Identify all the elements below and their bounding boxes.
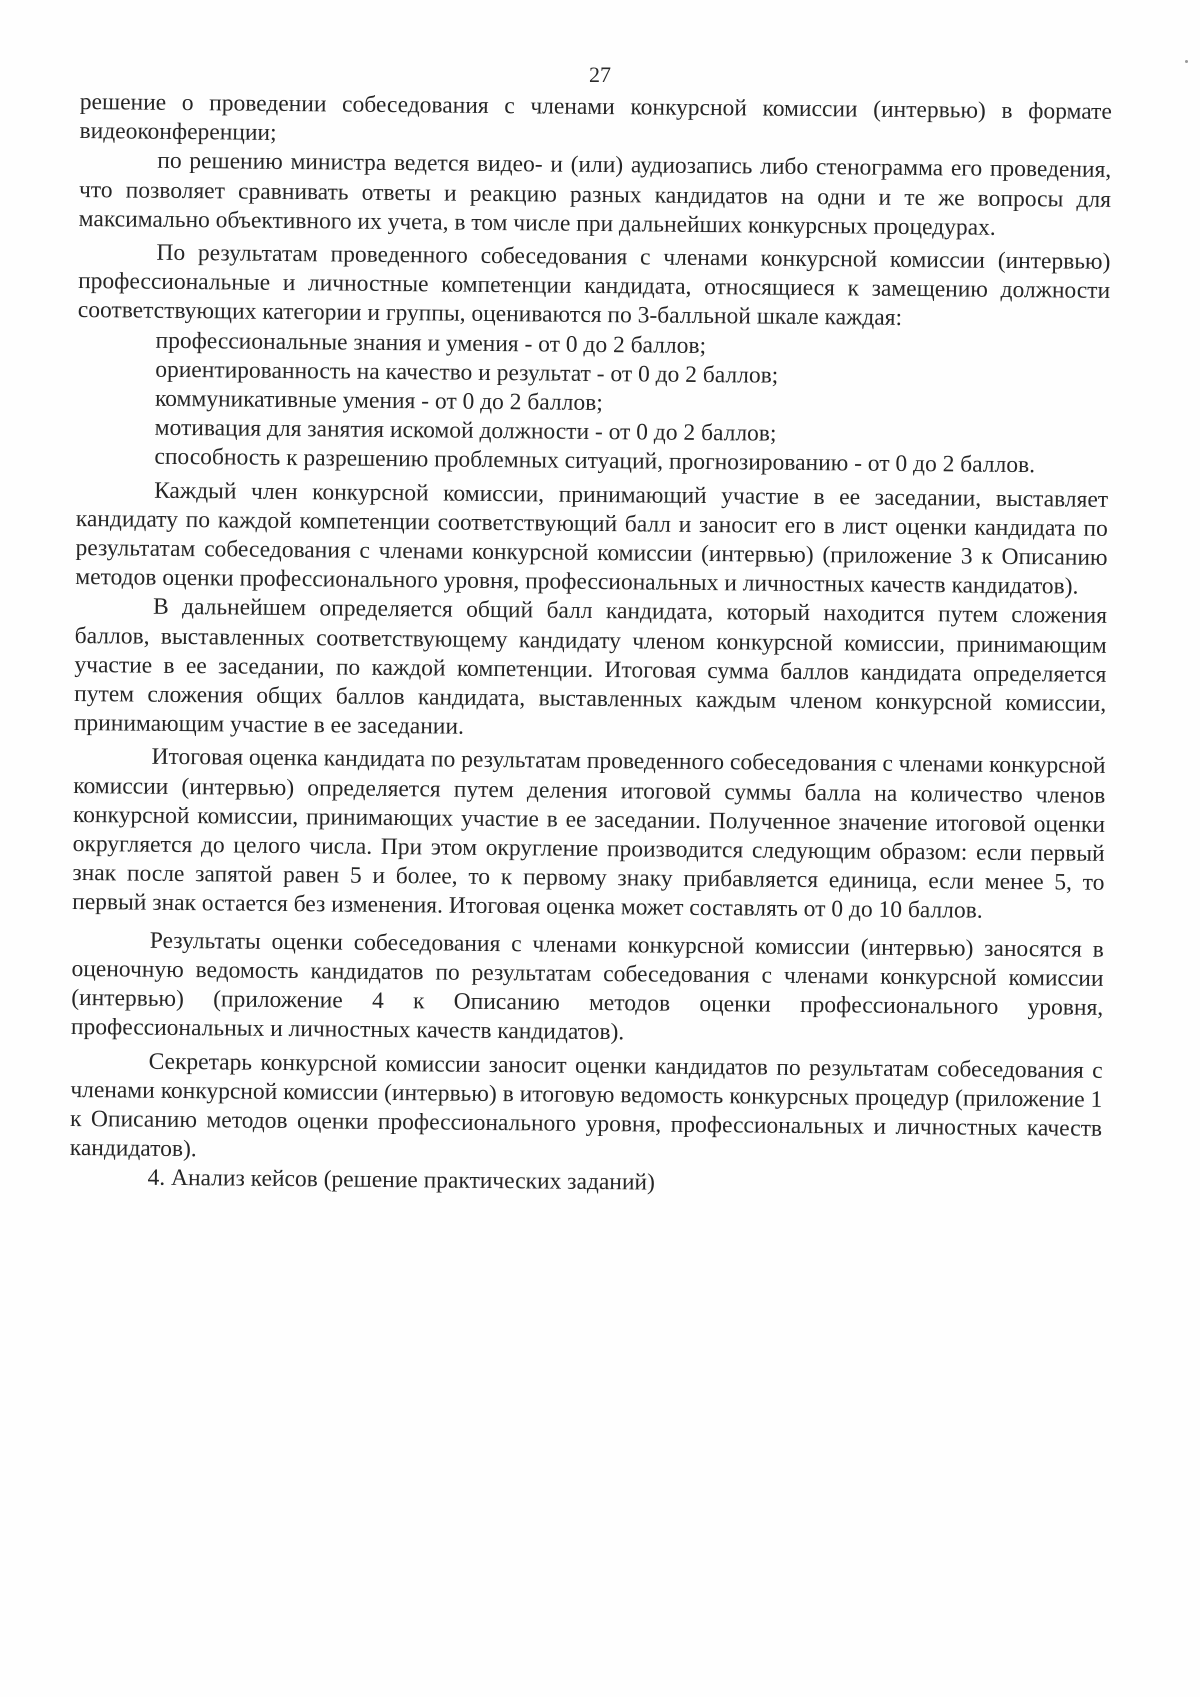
list-item-professional-knowledge: профессиональные знания и умения - от 0 до 2 баллов; <box>155 327 707 359</box>
page-number: 27 <box>589 62 611 87</box>
list-item-communication-skills: коммуникативные умения - от 0 до 2 баллов; <box>154 385 603 417</box>
paragraph-secretary: Секретарь конкурсной комиссии заносит оценки кандидатов по результатам собеседования с членами конкурсной комиссии (интервью) в итоговую ведомость конкурсных процедур (приложение 1 к Описанию методов оценки профессионального уровня, профессиональных и личностных качеств кандидатов). <box>69 1048 1103 1163</box>
document-body <box>69 88 1112 1202</box>
section-heading-case-analysis: 4. Анализ кейсов (решение практических заданий) <box>147 1165 656 1196</box>
paragraph-competencies-intro: По результатам проведенного собеседования с членами конкурсной комиссии (интервью) профессиональные и личностные компетенции кандидата, относящиеся к замещению должности соответствующих категории и группы, оцениваются по 3-балльной шкале каждая: <box>77 239 1111 332</box>
paragraph-member-scoring: Каждый член конкурсной комиссии, принимающий участие в ее заседании, выставляет кандидату по каждой компетенции соответствующий балл и заносит его в лист оценки кандидата по результатам собеседования с членами конкурсной комиссии (интервью) (приложение 3 к Описанию методов оценки профессионального уровня, профессиональных и личностных качеств кандидатов). <box>75 477 1109 600</box>
list-item-motivation: мотивация для занятия искомой должности - от 0 до 2 баллов; <box>154 414 777 447</box>
list-item-quality-orientation: ориентированность на качество и результат - от 0 до 2 баллов; <box>155 356 779 389</box>
paragraph-final-grade: Итоговая оценка кандидата по результатам проведенного собеседования с членами конкурсной комиссии (интервью) определяется путем деления итоговой суммы балла на количество членов конкурсной комиссии, принимающих участие в ее заседании. Полученное значение итоговой оценки округляется до целого числа. При этом округление производится следующим образом: если первый знак после запятой равен 5 и более, то к первому знаку прибавляется единица, если менее 5, то первый знак остается без изменения. Итоговая оценка может составлять от 0 до 10 баллов. <box>72 744 1106 925</box>
paragraph-total-score: В дальнейшем определяется общий балл кандидата, который находится путем сложения баллов, выставленных соответствующему кандидату членом конкурсной комиссии, принимающим участие в ее заседании, по каждой компетенции. Итоговая сумма баллов кандидата определяется путем сложения общих баллов кандидата, выставленных каждым членом конкурсной комиссии, принимающим участие в ее заседании. <box>73 594 1108 740</box>
paragraph-recording: по решению министра ведется видео- и (или) аудиозапись либо стенограмма его проведения, что позволяет сравнивать ответы и реакцию разных кандидатов на одни и те же вопросы для максимально объективного их учета, в том числе при дальнейших конкурсных процедурах. <box>78 148 1112 241</box>
list-item-problem-solving: способность к разрешению проблемных ситуаций, прогнозированию - от 0 до 2 баллов. <box>154 444 1036 479</box>
paragraph-results-sheet: Результаты оценки собеседования с членами конкурсной комиссии (интервью) заносятся в оценочную ведомость кандидатов по результатам собеседования с членами конкурсной комиссии (интервью) (приложение 4 к Описанию методов оценки профессионального уровня, профессиональных и личностных качеств кандидатов). <box>70 927 1104 1046</box>
paragraph-videoconference: решение о проведении собеседования с членами конкурсной комиссии (интервью) в формате видеоконференции; <box>79 88 1112 147</box>
